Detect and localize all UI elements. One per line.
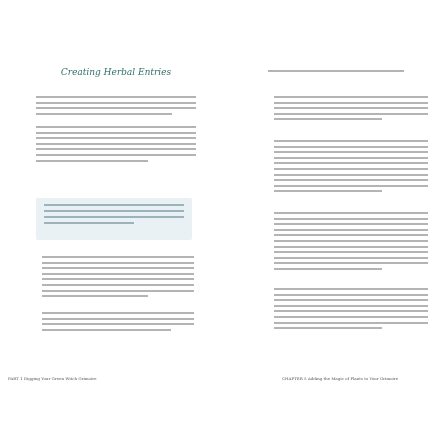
list-item-2 bbox=[42, 312, 194, 334]
intro-paragraph bbox=[36, 96, 196, 118]
left-page bbox=[0, 0, 218, 440]
right-page bbox=[222, 0, 440, 440]
right-footer: CHAPTER 5 Adding the Magic of Plants to Your Grimoire bbox=[282, 376, 399, 381]
section-heading: Creating Herbal Entries bbox=[60, 68, 172, 78]
tip-callout bbox=[36, 198, 192, 240]
intro-paragraph-2 bbox=[36, 126, 196, 165]
right-intro bbox=[268, 70, 428, 76]
left-footer: PART 1 Digging Your Green Witch Grimoire bbox=[8, 376, 97, 381]
list-item-1 bbox=[42, 256, 194, 301]
right-list-item-4 bbox=[274, 140, 428, 196]
right-list-item-6 bbox=[274, 288, 428, 333]
right-list-item-5 bbox=[274, 212, 428, 274]
right-list-item-3 bbox=[274, 96, 428, 124]
